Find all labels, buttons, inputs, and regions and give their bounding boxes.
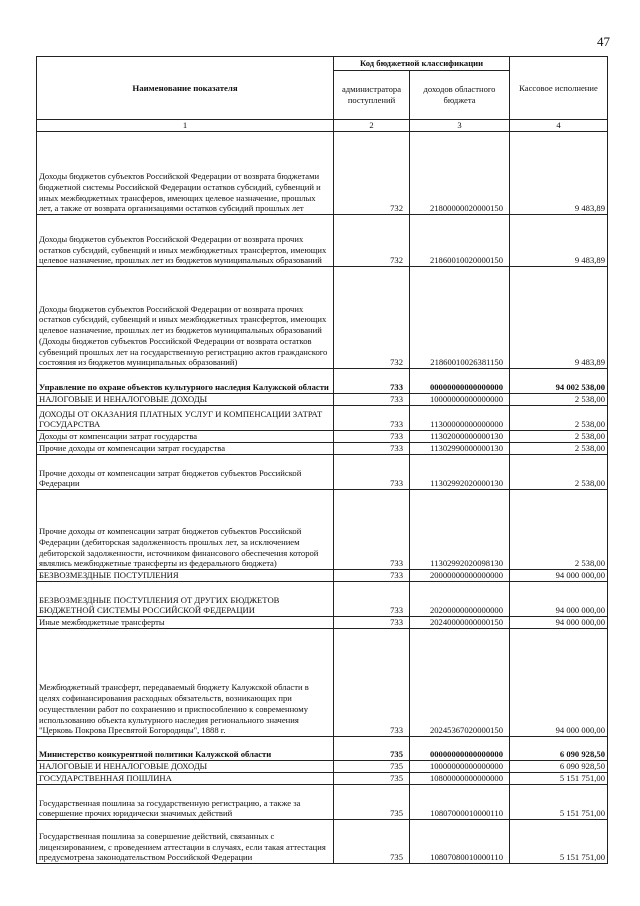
row-admin: 733 <box>334 617 410 629</box>
row-code: 20245367020000150 <box>410 629 510 737</box>
row-name: Межбюджетный трансферт, передаваемый бюджету Калужской области в целях софинансирования расходных обязательств, возникающих при осуществлении работ по сохранению и приспособлению к современному использованию объекта культурного наследия регионального значения "Церковь Покрова Пресвятой Богородицы", 1888 г. <box>37 629 334 737</box>
header-num-3 <box>410 120 510 132</box>
header-income-text: доходов областного бюджета <box>423 84 496 105</box>
row-code: 20200000000000000 <box>410 582 510 617</box>
row-name: БЕЗВОЗМЕЗДНЫЕ ПОСТУПЛЕНИЯ <box>37 570 334 582</box>
page-number: 47 <box>597 34 610 49</box>
table-row <box>37 455 608 490</box>
row-admin: 732 <box>334 267 410 369</box>
header-name: Наименование показателя <box>37 57 334 120</box>
row-admin: 732 <box>334 132 410 215</box>
row-admin: 733 <box>334 455 410 490</box>
table-row <box>37 570 608 582</box>
row-name: НАЛОГОВЫЕ И НЕНАЛОГОВЫЕ ДОХОДЫ <box>37 761 334 773</box>
header-code-group: Код бюджетной классификации <box>334 57 510 71</box>
row-name: Прочие доходы от компенсации затрат государства <box>37 443 334 455</box>
row-amount: 94 002 538,00 <box>510 369 608 394</box>
row-admin: 732 <box>334 215 410 267</box>
header-num-1 <box>37 120 334 132</box>
row-admin: 733 <box>334 369 410 394</box>
row-code: 21860010020000150 <box>410 215 510 267</box>
table-row <box>37 132 608 215</box>
num-2: 2 <box>369 120 374 131</box>
table-row <box>37 443 608 455</box>
row-admin: 733 <box>334 490 410 570</box>
row-amount: 2 538,00 <box>510 455 608 490</box>
row-amount: 94 000 000,00 <box>510 629 608 737</box>
row-admin: 733 <box>334 629 410 737</box>
row-amount: 6 090 928,50 <box>510 737 608 761</box>
row-code: 20240000000000150 <box>410 617 510 629</box>
table-row <box>37 490 608 570</box>
row-admin: 733 <box>334 394 410 406</box>
row-code: 10807000010000110 <box>410 785 510 820</box>
row-name: Прочие доходы от компенсации затрат бюджетов субъектов Российской Федерации (дебиторская задолженность прошлых лет, за исключением дебиторской задолженности, источником финансового обеспечения которой являлись межбюджетные трансферты из федерального бюджета) <box>37 490 334 570</box>
row-name: Доходы бюджетов субъектов Российской Федерации от возврата прочих остатков субсидий, субвенций и иных межбюджетных трансфертов, имеющих целевое назначение, прошлых лет из бюджетов муниципальных образований <box>37 215 334 267</box>
table-row <box>37 773 608 785</box>
row-name: ГОСУДАРСТВЕННАЯ ПОШЛИНА <box>37 773 334 785</box>
row-name: НАЛОГОВЫЕ И НЕНАЛОГОВЫЕ ДОХОДЫ <box>37 394 334 406</box>
row-name: Государственная пошлина за государственную регистрацию, а также за совершение прочих юридически значимых действий <box>37 785 334 820</box>
row-code: 11302992020098130 <box>410 490 510 570</box>
row-admin: 735 <box>334 773 410 785</box>
row-admin: 735 <box>334 737 410 761</box>
table-row <box>37 394 608 406</box>
row-code: 00000000000000000 <box>410 737 510 761</box>
row-code: 11302000000000130 <box>410 431 510 443</box>
row-name: Прочие доходы от компенсации затрат бюджетов субъектов Российской Федерации <box>37 455 334 490</box>
table-row <box>37 617 608 629</box>
row-name: ДОХОДЫ ОТ ОКАЗАНИЯ ПЛАТНЫХ УСЛУГ И КОМПЕНСАЦИИ ЗАТРАТ ГОСУДАРСТВА <box>37 406 334 431</box>
table-row <box>37 629 608 737</box>
row-amount: 2 538,00 <box>510 490 608 570</box>
row-name: Доходы бюджетов субъектов Российской Федерации от возврата прочих остатков субсидий, субвенций и иных межбюджетных трансфертов, имеющих целевое назначение, прошлых лет из бюджетов муниципальных образований (Доходы бюджетов субъектов Российской Федерации от возврата остатков субвенций прошлых лет на государственную регистрацию актов гражданского состояния из бюджетов муниципальных образований) <box>37 267 334 369</box>
row-amount: 5 151 751,00 <box>510 820 608 864</box>
row-name: Иные межбюджетные трансферты <box>37 617 334 629</box>
table-row <box>37 369 608 394</box>
row-admin: 733 <box>334 570 410 582</box>
row-code: 10000000000000000 <box>410 394 510 406</box>
row-amount: 2 538,00 <box>510 394 608 406</box>
row-admin: 733 <box>334 443 410 455</box>
table-row <box>37 431 608 443</box>
row-amount: 9 483,89 <box>510 267 608 369</box>
row-admin: 733 <box>334 582 410 617</box>
num-1: 1 <box>182 120 188 131</box>
row-amount: 2 538,00 <box>510 406 608 431</box>
revenue-table <box>36 56 608 864</box>
row-code: 10807080010000110 <box>410 820 510 864</box>
header-num-2 <box>334 120 410 132</box>
num-4: 4 <box>556 120 561 131</box>
row-amount: 94 000 000,00 <box>510 570 608 582</box>
table-row <box>37 820 608 864</box>
row-code: 11302990000000130 <box>410 443 510 455</box>
table-row <box>37 267 608 369</box>
table-row <box>37 785 608 820</box>
table-row <box>37 582 608 617</box>
table-row <box>37 737 608 761</box>
header-exec-text: Кассовое исполнение <box>519 82 598 93</box>
row-name: Доходы от компенсации затрат государства <box>37 431 334 443</box>
header-admin <box>334 71 410 120</box>
header-num-4 <box>510 120 608 132</box>
row-amount: 6 090 928,50 <box>510 761 608 773</box>
row-code: 10000000000000000 <box>410 761 510 773</box>
num-3: 3 <box>457 120 462 131</box>
row-amount: 94 000 000,00 <box>510 617 608 629</box>
row-code: 20000000000000000 <box>410 570 510 582</box>
header-admin-text: администратора поступлений <box>341 84 402 105</box>
header-exec <box>510 57 608 120</box>
row-code: 21860010026381150 <box>410 267 510 369</box>
row-amount: 9 483,89 <box>510 215 608 267</box>
row-admin: 735 <box>334 820 410 864</box>
row-admin: 735 <box>334 761 410 773</box>
row-name: БЕЗВОЗМЕЗДНЫЕ ПОСТУПЛЕНИЯ ОТ ДРУГИХ БЮДЖЕТОВ БЮДЖЕТНОЙ СИСТЕМЫ РОССИЙСКОЙ ФЕДЕРАЦИИ <box>37 582 334 617</box>
row-amount: 94 000 000,00 <box>510 582 608 617</box>
row-code: 10800000000000000 <box>410 773 510 785</box>
row-admin: 735 <box>334 785 410 820</box>
row-name: Государственная пошлина за совершение действий, связанных с лицензированием, с проведением аттестации в случаях, если такая аттестация предусмотрена законодательством Российской Федерации <box>37 820 334 864</box>
row-admin: 733 <box>334 431 410 443</box>
row-amount: 2 538,00 <box>510 431 608 443</box>
row-code: 11300000000000000 <box>410 406 510 431</box>
table-row <box>37 406 608 431</box>
row-amount: 5 151 751,00 <box>510 785 608 820</box>
row-code: 11302992020000130 <box>410 455 510 490</box>
row-code: 21800000020000150 <box>410 132 510 215</box>
row-amount: 9 483,89 <box>510 132 608 215</box>
row-amount: 2 538,00 <box>510 443 608 455</box>
row-name: Управление по охране объектов культурного наследия Калужской области <box>37 369 334 394</box>
header-income <box>410 71 510 120</box>
row-name: Министерство конкурентной политики Калужской области <box>37 737 334 761</box>
row-admin: 733 <box>334 406 410 431</box>
table-row <box>37 761 608 773</box>
row-amount: 5 151 751,00 <box>510 773 608 785</box>
row-code: 00000000000000000 <box>410 369 510 394</box>
table-row <box>37 215 608 267</box>
table-body <box>37 132 608 864</box>
row-name: Доходы бюджетов субъектов Российской Федерации от возврата бюджетами бюджетной системы Российской Федерации остатков субсидий, субвенций и иных межбюджетных трансферов, имеющих целевое назначение, прошлых лет, а также от возврата организациями остатков субсидий прошлых лет <box>37 132 334 215</box>
